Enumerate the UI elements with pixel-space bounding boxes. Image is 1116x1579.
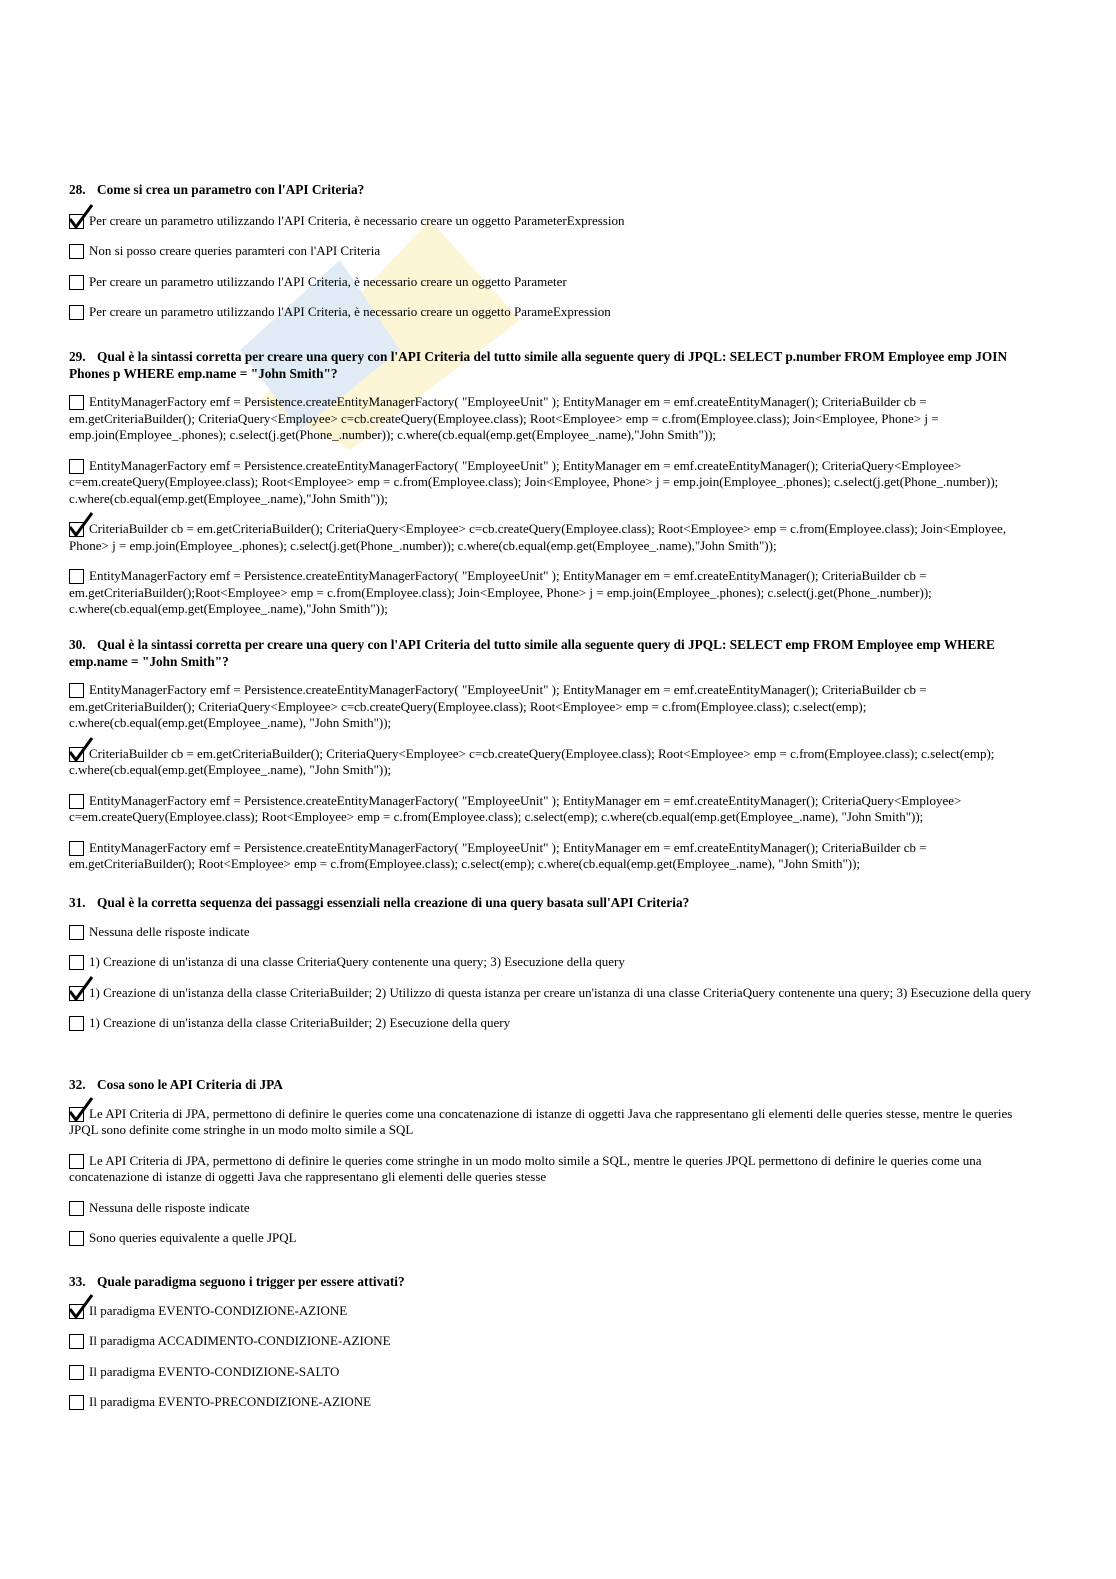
question-29 <box>69 349 1036 632</box>
question-title <box>69 1274 1036 1291</box>
answer-option[interactable]: EntityManagerFactory emf = Persistence.createEntityManagerFactory( "EmployeeUnit" ); EntityManager em = emf.createEntityManager(); CriteriaQuery<Employee> c=em.createQuery(Employee.class); Root<Employee> emp = c.from(Employee.class); c.select(emp); c.where(cb.equal(emp.get(Employee_.name), "John Smith")); <box>69 792 962 824</box>
checkmark-icon <box>67 975 95 1003</box>
answer-option[interactable]: Il paradigma ACCADIMENTO-CONDIZIONE-AZIONE <box>69 1333 1036 1350</box>
answer-option[interactable]: CriteriaBuilder cb = em.getCriteriaBuilder(); CriteriaQuery<Employee> c=cb.createQuery(Employee.class); Root<Employee> emp = c.from(Employee.class); c.select(emp); c.where(cb.equal(emp.get(Employee_.name), "John Smith")); <box>69 746 1036 779</box>
answer-option[interactable]: 1) Creazione di un'istanza di una classe CriteriaQuery contenente una query; 3) Esecuzione della query <box>69 954 1036 971</box>
question-28 <box>69 182 1036 335</box>
answer-option[interactable]: 1) Creazione di un'istanza della classe CriteriaBuilder; 2) Esecuzione della query <box>69 1015 1036 1032</box>
question-title <box>69 637 1036 670</box>
answer-option[interactable]: Le API Criteria di JPA, permettono di definire le queries come una concatenazione di istanze di oggetti Java che rappresentano gli elementi delle queries stesse, mentre le queries JPQL sono definite come stringhe in un modo molto simile a SQL <box>69 1106 1036 1139</box>
answer-option[interactable]: EntityManagerFactory emf = Persistence.createEntityManagerFactory( "EmployeeUnit" ); EntityManager em = emf.createEntityManager(); CriteriaBuilder cb = em.getCriteriaBuilder(); CriteriaQuery<Employee> c=cb.createQuery(Employee.class); Root<Employee> emp = c.from(Employee.class); Join<Employee, Phone> j = emp.join(Employee_.phones); c.select(j.get(Phone_.number)); c.where(cb.equal(emp.get(Employee_.name),"John Smith")); <box>69 394 939 442</box>
answer-option[interactable]: Il paradigma EVENTO-PRECONDIZIONE-AZIONE <box>69 1394 1036 1411</box>
question-number: 30. <box>69 637 86 652</box>
answer-option[interactable]: Sono queries equivalente a quelle JPQL <box>69 1230 1036 1247</box>
checkbox[interactable] <box>69 925 84 940</box>
checkbox[interactable] <box>69 1395 84 1410</box>
question-title <box>69 1077 1036 1094</box>
answer-option[interactable]: EntityManagerFactory emf = Persistence.createEntityManagerFactory( "EmployeeUnit" ); EntityManager em = emf.createEntityManager(); CriteriaBuilder cb = em.getCriteriaBuilder();Root<Employee> emp = c.from(Employee.class); Join<Employee, Phone> j = emp.join(Employee_.phones); c.select(j.get(Phone_.number)); c.where(cb.equal(emp.get(Employee_.name),"John Smith")); <box>69 568 932 616</box>
answer-option[interactable]: Per creare un parametro utilizzando l'API Criteria, è necessario creare un oggetto ParameterExpression <box>69 213 1036 230</box>
checkmark-icon <box>67 511 95 539</box>
checkbox[interactable] <box>69 305 84 320</box>
checkmark-icon <box>67 1096 95 1124</box>
answer-option[interactable]: Nessuna delle risposte indicate <box>69 1200 1036 1217</box>
question-33 <box>69 1274 1036 1425</box>
question-text: Qual è la sintassi corretta per creare una query con l'API Criteria del tutto simile alla seguente query di JPQL: SELECT p.number FROM Employee emp JOIN Phones p WHERE emp.name = "John Smith"? <box>69 349 1008 381</box>
question-text: Qual è la sintassi corretta per creare una query con l'API Criteria del tutto simile alla seguente query di JPQL: SELECT emp FROM Employee emp WHERE emp.name = "John Smith"? <box>69 637 995 669</box>
answer-option[interactable]: Il paradigma EVENTO-CONDIZIONE-SALTO <box>69 1364 1036 1381</box>
answer-option[interactable]: EntityManagerFactory emf = Persistence.createEntityManagerFactory( "EmployeeUnit" ); EntityManager em = emf.createEntityManager(); CriteriaBuilder cb = em.getCriteriaBuilder(); CriteriaQuery<Employee> c=cb.createQuery(Employee.class); Root<Employee> emp = c.from(Employee.class); c.select(emp); c.where(cb.equal(emp.get(Employee_.name), "John Smith")); <box>69 682 927 730</box>
checkbox[interactable] <box>69 1016 84 1031</box>
checkbox[interactable] <box>69 1201 84 1216</box>
answer-option[interactable]: Il paradigma EVENTO-CONDIZIONE-AZIONE <box>69 1303 1036 1320</box>
question-title <box>69 349 1036 382</box>
answer-option[interactable]: EntityManagerFactory emf = Persistence.createEntityManagerFactory( "EmployeeUnit" ); EntityManager em = emf.createEntityManager(); CriteriaBuilder cb = em.getCriteriaBuilder(); Root<Employee> emp = c.from(Employee.class); c.select(emp); c.where(cb.equal(emp.get(Employee_.name), "John Smith")); <box>69 839 927 871</box>
answer-option[interactable]: CriteriaBuilder cb = em.getCriteriaBuilder(); CriteriaQuery<Employee> c=cb.createQuery(Employee.class); Root<Employee> emp = c.from(Employee.class); Join<Employee, Phone> j = emp.join(Employee_.phones); c.select(j.get(Phone_.number)); c.where(cb.equal(emp.get(Employee_.name),"John Smith")); <box>69 521 1036 554</box>
question-number: 33. <box>69 1274 86 1289</box>
answer-option[interactable]: Nessuna delle risposte indicate <box>69 924 1036 941</box>
question-number: 32. <box>69 1077 86 1092</box>
checkbox[interactable] <box>69 955 84 970</box>
answer-option[interactable]: Per creare un parametro utilizzando l'API Criteria, è necessario creare un oggetto Parameter <box>69 274 1036 291</box>
question-32 <box>69 1077 1036 1261</box>
checkbox[interactable] <box>69 794 84 809</box>
checkbox[interactable] <box>69 1334 84 1349</box>
checkbox[interactable] <box>69 683 84 698</box>
question-text: Quale paradigma seguono i trigger per essere attivati? <box>97 1274 405 1289</box>
checkbox[interactable] <box>69 1365 84 1380</box>
question-number: 28. <box>69 182 86 197</box>
checkbox[interactable] <box>69 1231 84 1246</box>
checkmark-icon <box>67 1293 95 1321</box>
question-31 <box>69 895 1036 1046</box>
question-text: Qual è la corretta sequenza dei passaggi essenziali nella creazione di una query basata sull'API Criteria? <box>97 895 690 910</box>
question-title <box>69 895 1036 912</box>
question-30 <box>69 637 1036 887</box>
checkbox[interactable] <box>69 244 84 259</box>
checkbox[interactable] <box>69 569 84 584</box>
question-text: Come si crea un parametro con l'API Criteria? <box>97 182 365 197</box>
checkbox[interactable] <box>69 275 84 290</box>
question-text: Cosa sono le API Criteria di JPA <box>97 1077 283 1092</box>
answer-option[interactable]: Non si posso creare queries paramteri con l'API Criteria <box>69 243 1036 260</box>
answer-option[interactable]: 1) Creazione di un'istanza della classe CriteriaBuilder; 2) Utilizzo di questa istanza per creare un'istanza di una classe CriteriaQuery contenente una query; 3) Esecuzione della query <box>69 985 1036 1002</box>
checkmark-icon <box>67 203 95 231</box>
question-title <box>69 182 1036 199</box>
checkbox[interactable] <box>69 459 84 474</box>
checkmark-icon <box>67 736 95 764</box>
checkbox[interactable] <box>69 395 84 410</box>
answer-option[interactable]: Le API Criteria di JPA, permettono di definire le queries come stringhe in un modo molto simile a SQL, mentre le queries JPQL permettono di definire le queries come una concatenazione di istanze di oggetti Java che rappresentano gli elementi delle queries stesse <box>69 1152 982 1184</box>
checkbox[interactable] <box>69 1154 84 1169</box>
answer-option[interactable]: Per creare un parametro utilizzando l'API Criteria, è necessario creare un oggetto ParameExpression <box>69 304 1036 321</box>
question-number: 29. <box>69 349 86 364</box>
question-number: 31. <box>69 895 86 910</box>
checkbox[interactable] <box>69 841 84 856</box>
answer-option[interactable]: EntityManagerFactory emf = Persistence.createEntityManagerFactory( "EmployeeUnit" ); EntityManager em = emf.createEntityManager(); CriteriaQuery<Employee> c=em.createQuery(Employee.class); Root<Employee> emp = c.from(Employee.class); Join<Employee, Phone> j = emp.join(Employee_.phones); c.select(j.get(Phone_.number)); c.where(cb.equal(emp.get(Employee_.name),"John Smith")); <box>69 457 999 506</box>
